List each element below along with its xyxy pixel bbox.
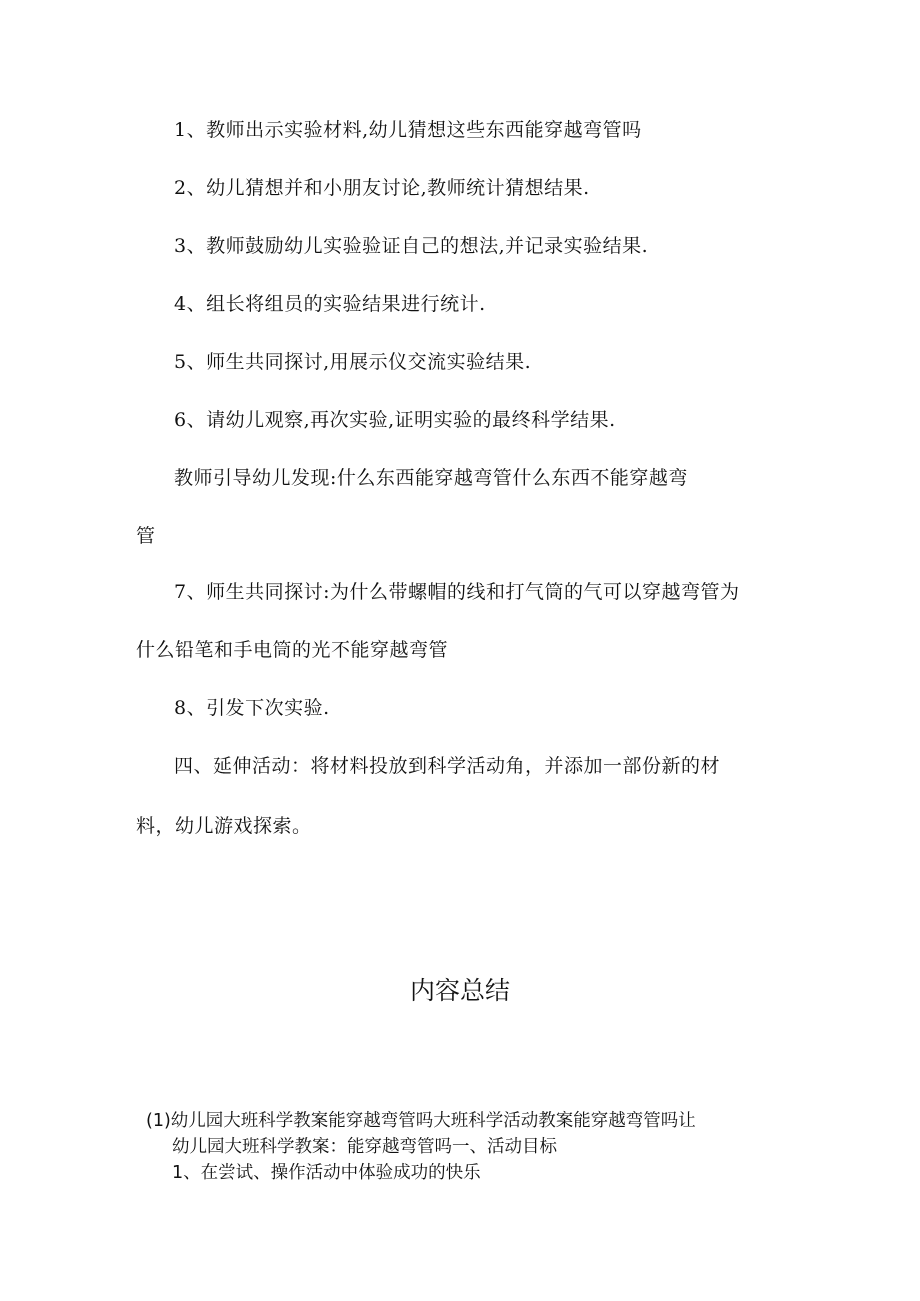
summary-title: 内容总结 <box>409 976 510 1005</box>
step-7-text-line1: 7、师生共同探讨:为什么带螺帽的线和打气筒的气可以穿越弯管为 <box>174 581 740 603</box>
guide-text-line1: 教师引导幼儿发现:什么东西能穿越弯管什么东西不能穿越弯 <box>174 467 688 489</box>
step-3-text: 3、教师鼓励幼儿实验验证自己的想法,并记录实验结果. <box>174 235 649 257</box>
extension-text-line1: 四、延伸活动：将材料投放到科学活动角，并添加一部份新的材 <box>174 755 721 777</box>
step-6-text: 6、请幼儿观察,再次实验,证明实验的最终科学结果. <box>174 409 616 431</box>
summary-line-3: 1、在尝试、操作活动中体验成功的快乐 <box>172 1163 481 1183</box>
summary-line-2: 幼儿园大班科学教案：能穿越弯管吗一、活动目标 <box>172 1137 557 1157</box>
step-4-text: 4、组长将组员的实验结果进行统计. <box>174 293 486 315</box>
step-7-text-line2: 什么铅笔和手电筒的光不能穿越弯管 <box>136 639 449 661</box>
guide-text-line2: 管 <box>136 525 156 547</box>
step-5-text: 5、师生共同探讨,用展示仪交流实验结果. <box>174 351 532 373</box>
step-8-text: 8、引发下次实验. <box>174 697 330 719</box>
extension-text-line2: 料，幼儿游戏探索。 <box>136 815 312 837</box>
summary-line-1: (1)幼儿园大班科学教案能穿越弯管吗大班科学活动教案能穿越弯管吗让 <box>146 1111 696 1131</box>
step-1-text: 1、教师出示实验材料,幼儿猜想这些东西能穿越弯管吗 <box>174 119 642 141</box>
step-2-text: 2、幼儿猜想并和小朋友讨论,教师统计猜想结果. <box>174 177 590 199</box>
